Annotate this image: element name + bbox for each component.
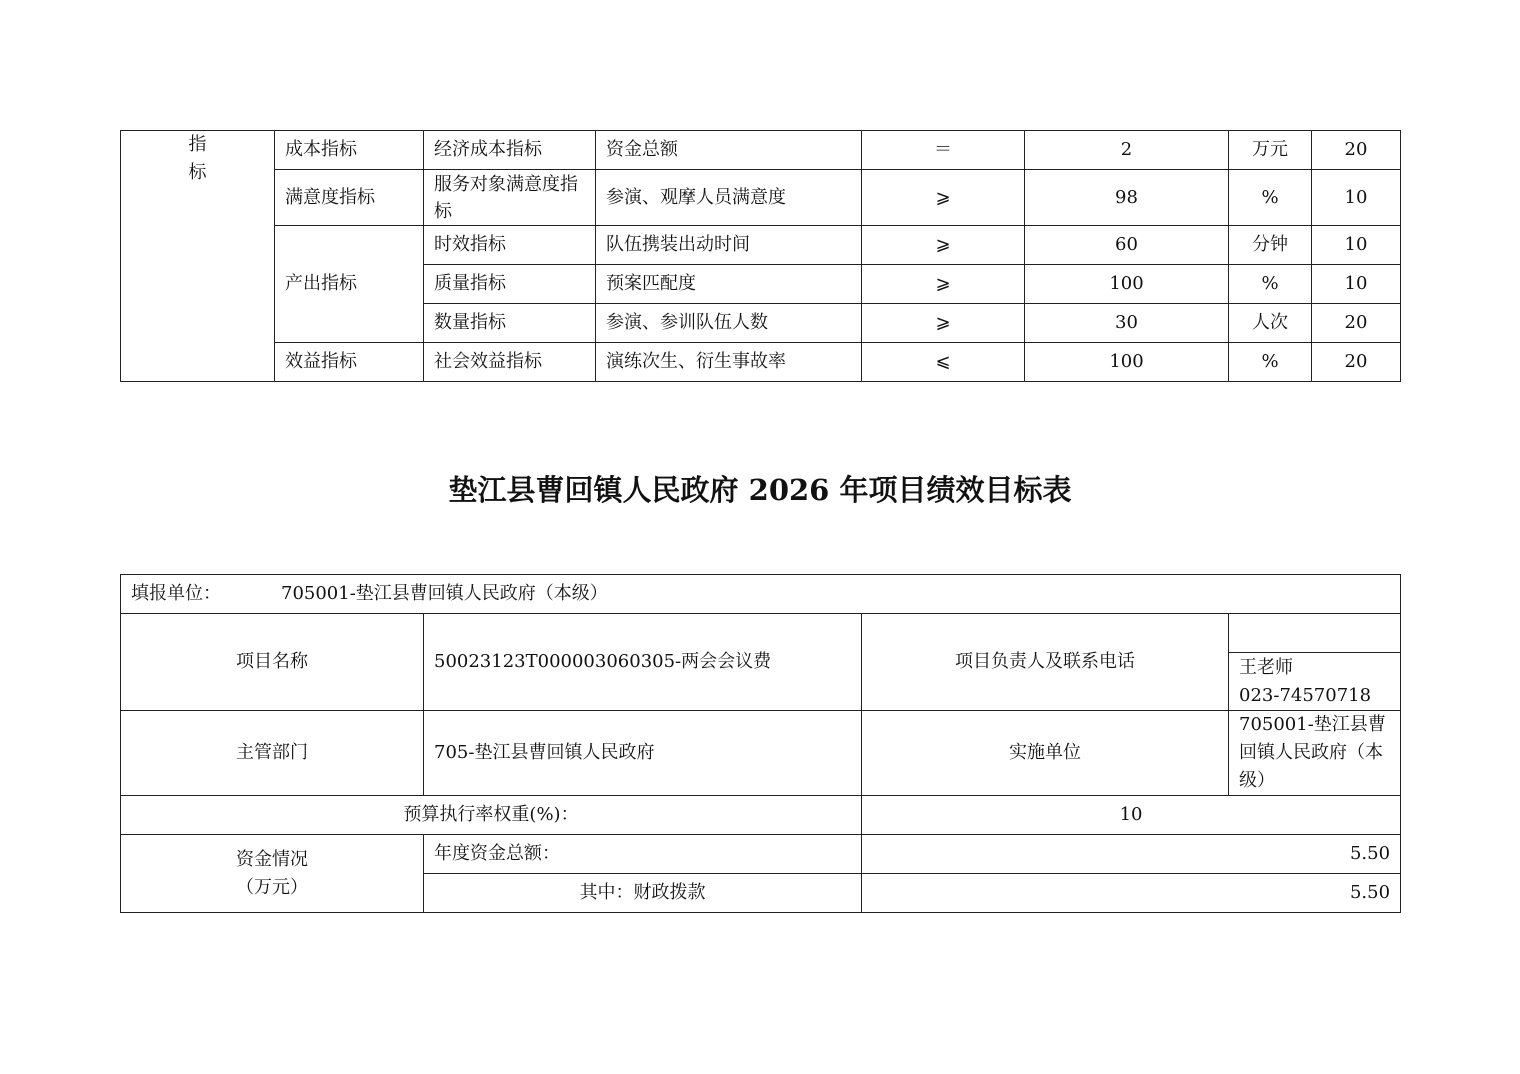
unit-cell: % — [1229, 343, 1312, 382]
fiscal-label: 其中：财政拨款 — [424, 874, 862, 913]
weight-cell: 20 — [1312, 343, 1401, 382]
table-row — [121, 711, 1401, 796]
level2-cell: 数量指标 — [424, 304, 596, 343]
table-row — [121, 131, 1401, 170]
page-title: 垫江县曹回镇人民政府 2026 年项目绩效目标表 — [448, 473, 1072, 507]
category-char: 标 — [188, 162, 207, 183]
category-char: 指 — [188, 134, 207, 155]
reporting-unit-value: 705001-垫江县曹回镇人民政府（本级） — [281, 583, 608, 604]
annual-total-value: 5.50 — [862, 835, 1401, 874]
annual-total-label: 年度资金总额： — [424, 835, 862, 874]
unit-cell: % — [1229, 265, 1312, 304]
weight-cell: 20 — [1312, 304, 1401, 343]
impl-unit-line: 705001-垫江县曹 — [1239, 714, 1386, 735]
contact-phone: 023-74570718 — [1239, 684, 1372, 706]
table-row — [121, 343, 1401, 382]
operator-cell: ⩽ — [862, 343, 1025, 382]
table-row — [121, 835, 1401, 874]
indicator-name-cell: 预案匹配度 — [596, 265, 862, 304]
table-row — [121, 226, 1401, 265]
level2-cell: 服务对象满意度指标 — [424, 170, 596, 226]
reporting-unit-label: 填报单位： — [131, 583, 221, 604]
performance-indicator-table — [120, 130, 1401, 382]
category-cell — [121, 131, 275, 382]
value-cell: 98 — [1025, 170, 1229, 226]
funds-label — [121, 835, 424, 913]
operator-cell: ⩾ — [862, 265, 1025, 304]
value-cell: 30 — [1025, 304, 1229, 343]
department-value: 705-垫江县曹回镇人民政府 — [424, 711, 862, 796]
department-label: 主管部门 — [121, 711, 424, 796]
unit-cell: 分钟 — [1229, 226, 1312, 265]
impl-unit-label: 实施单位 — [862, 711, 1229, 796]
indicator-name-cell: 资金总额 — [596, 131, 862, 170]
level2-cell: 经济成本指标 — [424, 131, 596, 170]
operator-cell: ⩾ — [862, 170, 1025, 226]
table-row — [121, 575, 1401, 614]
contact-label: 项目负责人及联系电话 — [862, 614, 1229, 711]
weight-cell: 10 — [1312, 226, 1401, 265]
operator-cell: ＝ — [862, 131, 1025, 170]
contact-name: 王老师 — [1239, 656, 1293, 678]
level2-cell: 社会效益指标 — [424, 343, 596, 382]
project-name-label: 项目名称 — [121, 614, 424, 711]
project-info-table — [120, 574, 1401, 913]
fiscal-value: 5.50 — [862, 874, 1401, 913]
value-cell: 100 — [1025, 343, 1229, 382]
table-row — [121, 170, 1401, 226]
weight-cell: 20 — [1312, 131, 1401, 170]
impl-unit-value — [1229, 711, 1401, 796]
level1-cell: 成本指标 — [275, 131, 424, 170]
project-name-value: 50023123T000003060305-两会会议费 — [424, 614, 862, 711]
contact-value-cell — [1229, 653, 1401, 711]
impl-unit-line: 级） — [1239, 770, 1275, 791]
table-row — [121, 614, 1401, 653]
unit-cell: 人次 — [1229, 304, 1312, 343]
level2-cell: 时效指标 — [424, 226, 596, 265]
level1-cell: 满意度指标 — [275, 170, 424, 226]
operator-cell: ⩾ — [862, 226, 1025, 265]
table-row — [121, 796, 1401, 835]
level2-cell: 质量指标 — [424, 265, 596, 304]
level1-cell: 产出指标 — [275, 226, 424, 343]
value-cell: 100 — [1025, 265, 1229, 304]
indicator-name-cell: 参演、参训队伍人数 — [596, 304, 862, 343]
funds-label-line: （万元） — [236, 876, 308, 898]
indicator-name-cell: 参演、观摩人员满意度 — [596, 170, 862, 226]
budget-weight-label: 预算执行率权重(%)： — [121, 796, 862, 835]
operator-cell: ⩾ — [862, 304, 1025, 343]
impl-unit-line: 回镇人民政府（本 — [1239, 742, 1383, 763]
weight-cell: 10 — [1312, 265, 1401, 304]
reporting-unit-cell — [121, 575, 1401, 614]
contact-empty-cell — [1229, 614, 1401, 653]
value-cell: 2 — [1025, 131, 1229, 170]
unit-cell: 万元 — [1229, 131, 1312, 170]
indicator-name-cell: 演练次生、衍生事故率 — [596, 343, 862, 382]
level1-cell: 效益指标 — [275, 343, 424, 382]
budget-weight-value: 10 — [862, 796, 1401, 835]
unit-cell: % — [1229, 170, 1312, 226]
indicator-name-cell: 队伍携装出动时间 — [596, 226, 862, 265]
funds-label-line: 资金情况 — [236, 848, 308, 870]
value-cell: 60 — [1025, 226, 1229, 265]
weight-cell: 10 — [1312, 170, 1401, 226]
